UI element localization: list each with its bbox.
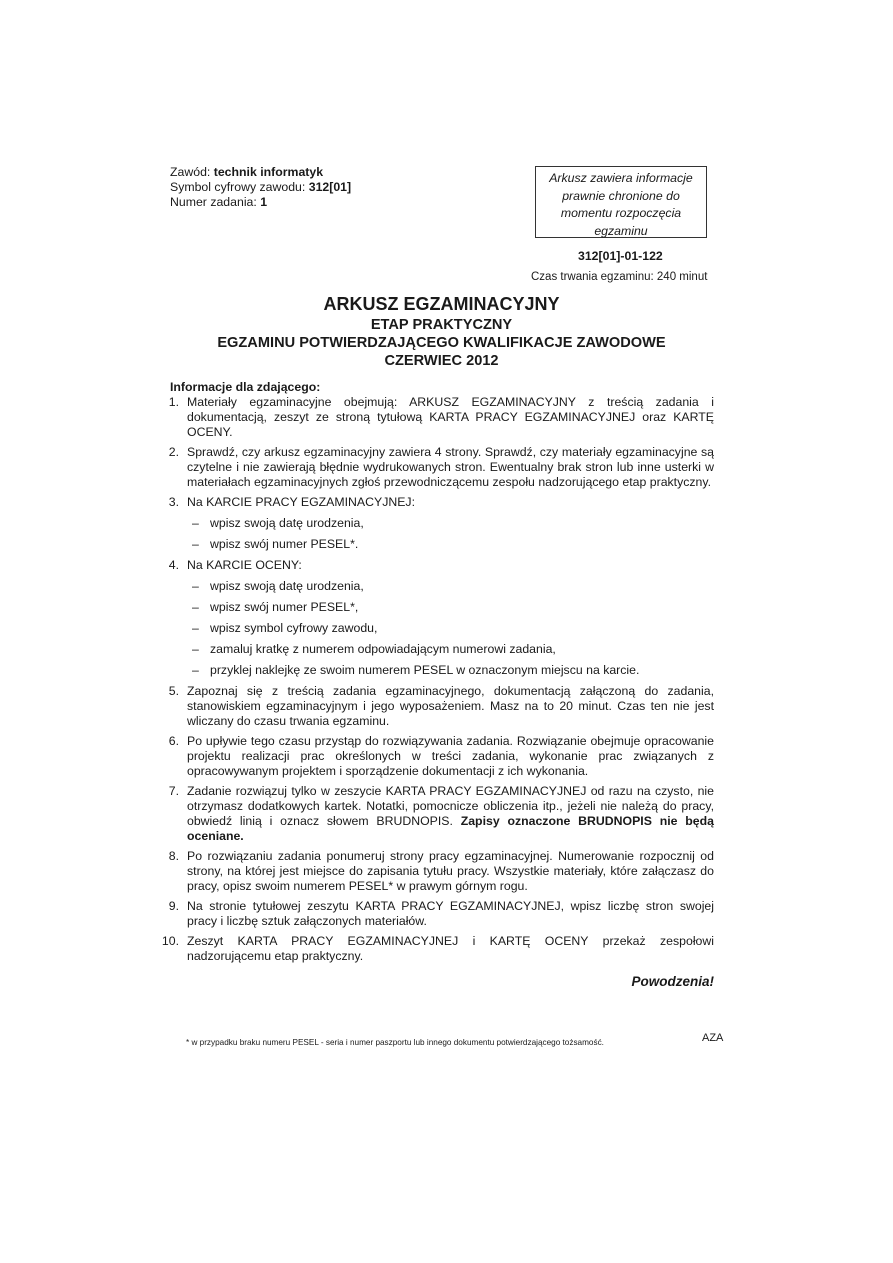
instruction-item bbox=[160, 495, 714, 510]
exam-duration: Czas trwania egzaminu: 240 minut bbox=[531, 271, 708, 283]
subtitle-stage: ETAP PRAKTYCZNY bbox=[370, 317, 513, 333]
item-text: Na KARCIE PRACY EGZAMINACYJNEJ: bbox=[187, 495, 415, 509]
item-number: 8. bbox=[168, 849, 179, 863]
sub-item bbox=[160, 516, 714, 531]
notice-line: momentu rozpoczęcia bbox=[560, 206, 682, 220]
item-number: 4. bbox=[168, 558, 179, 572]
instruction-item bbox=[160, 849, 714, 894]
instruction-item bbox=[160, 899, 714, 929]
item-text: Na stronie tytułowej zeszytu KARTA PRACY EGZAMINACYJNEJ, wpisz liczbę stron swojej pracy i liczbę sztuk załączonych materiałów. bbox=[187, 899, 714, 928]
sub-list bbox=[160, 516, 714, 552]
dash-bullet: – bbox=[192, 579, 199, 593]
notice-line: Arkusz zawiera informacje bbox=[549, 171, 693, 185]
dash-bullet: – bbox=[192, 537, 199, 551]
item-number: 9. bbox=[168, 899, 179, 913]
symbol-label: Symbol cyfrowy zawodu: bbox=[170, 180, 309, 194]
item-text: Po rozwiązaniu zadania ponumeruj strony pracy egzaminacyjnej. Numerowanie rozpocznij od strony, na której jest miejsce do zapisania tytułu pracy. Wszystkie materiały, które załączasz do pracy, opisz swoim numerem PESEL* w prawym górnym rogu. bbox=[187, 849, 714, 893]
profession-label: Zawód: bbox=[170, 165, 214, 179]
task-value: 1 bbox=[260, 195, 268, 209]
exam-meta bbox=[170, 165, 351, 210]
item-number: 3. bbox=[168, 495, 179, 509]
subtitle-exam: EGZAMINU POTWIERDZAJĄCEGO KWALIFIKACJE ZAWODOWE bbox=[217, 335, 666, 351]
notice-line: prawnie chronione do bbox=[562, 188, 680, 203]
dash-bullet: – bbox=[192, 663, 199, 677]
item-bold-text: Zapisy oznaczone BRUDNOPIS nie będą oceniane. bbox=[187, 814, 714, 843]
notice-line: egzaminu bbox=[594, 223, 648, 238]
sub-item bbox=[160, 579, 714, 594]
task-label: Numer zadania: bbox=[170, 195, 261, 209]
item-text: Sprawdź, czy arkusz egzaminacyjny zawiera 4 strony. Sprawdź, czy materiały egzaminacyjne są czytelne i nie zawierają błędnie wydrukowanych stron. Ewentualny brak stron lub inne usterki w materiałach egzaminacyjnych zgłoś przewodniczącemu zespołu nadzorującego etap praktyczny. bbox=[187, 445, 714, 489]
corner-mark: AZA bbox=[702, 1032, 724, 1044]
instruction-item bbox=[160, 784, 714, 844]
sub-item bbox=[160, 537, 714, 552]
item-number: 7. bbox=[168, 784, 179, 798]
sub-item-text: wpisz swoją datę urodzenia, bbox=[210, 579, 364, 593]
exam-code: 312[01]-01-122 bbox=[578, 249, 663, 263]
instruction-item bbox=[160, 684, 714, 729]
sub-item-text: wpisz swój numer PESEL*, bbox=[210, 600, 359, 614]
sub-item-text: zamaluj kratkę z numerem odpowiadającym numerowi zadania, bbox=[210, 642, 556, 656]
item-text: Zeszyt KARTA PRACY EGZAMINACYJNEJ i KARTĘ OCENY przekaż zespołowi nadzorującemu etap praktyczny. bbox=[187, 934, 714, 963]
confidentiality-notice bbox=[535, 166, 707, 238]
item-text: Po upływie tego czasu przystąp do rozwiązywania zadania. Rozwiązanie obejmuje opracowanie projektu realizacji prac określonych w treści zadania, wykonanie prac związanych z opracowywanym projektem i sporządzenie dokumentacji z ich wykonania. bbox=[187, 734, 714, 778]
item-number: 2. bbox=[168, 445, 179, 459]
instruction-item bbox=[160, 445, 714, 490]
profession-line bbox=[170, 165, 351, 180]
sub-item bbox=[160, 663, 714, 678]
sub-item bbox=[160, 600, 714, 615]
instruction-item bbox=[160, 934, 714, 964]
instruction-item bbox=[160, 558, 714, 573]
task-number-line bbox=[170, 195, 351, 210]
sub-list bbox=[160, 579, 714, 678]
dash-bullet: – bbox=[192, 642, 199, 656]
profession-value: technik informatyk bbox=[213, 165, 324, 179]
subtitle-date: CZERWIEC 2012 bbox=[384, 353, 499, 369]
dash-bullet: – bbox=[192, 600, 199, 614]
dash-bullet: – bbox=[192, 621, 199, 635]
main-title: ARKUSZ EGZAMINACYJNY bbox=[323, 294, 560, 314]
sub-item bbox=[160, 642, 714, 657]
info-heading: Informacje dla zdającego: bbox=[170, 380, 321, 394]
dash-bullet: – bbox=[192, 516, 199, 530]
sub-item bbox=[160, 621, 714, 636]
item-number: 1. bbox=[168, 395, 179, 409]
good-luck-text: Powodzenia! bbox=[631, 974, 714, 989]
item-text: Materiały egzaminacyjne obejmują: ARKUSZ EGZAMINACYJNY z treścią zadania i dokumentacją, zeszyt ze stroną tytułową KARTA PRACY EGZAMINACYJNEJ oraz KARTĘ OCENY. bbox=[187, 395, 714, 439]
symbol-value: 312[01] bbox=[308, 180, 352, 194]
symbol-line bbox=[170, 180, 351, 195]
item-number: 10. bbox=[161, 934, 179, 948]
item-text: Zapoznaj się z treścią zadania egzaminacyjnego, dokumentacją załączoną do zadania, stanowiskiem egzaminacyjnym i jego wyposażeniem. Masz na to 20 minut. Czas ten nie jest wliczany do czasu trwania egzaminu. bbox=[187, 684, 714, 728]
item-text: Zadanie rozwiązuj tylko w zeszycie KARTA PRACY EGZAMINACYJNEJ od razu na czysto, nie otrzymasz dodatkowych kartek. Notatki, pomocnicze obliczenia itp., jeżeli nie należą do pracy, obwiedź linią i oznacz słowem BRUDNOPIS. bbox=[187, 784, 714, 828]
footnote: * w przypadku braku numeru PESEL - seria i numer paszportu lub innego dokumentu potwierdzającego tożsamość. bbox=[186, 1038, 604, 1047]
item-text: Na KARCIE OCENY: bbox=[187, 558, 302, 572]
instructions-list bbox=[160, 395, 714, 969]
item-number: 5. bbox=[168, 684, 179, 698]
sub-item-text: przyklej naklejkę ze swoim numerem PESEL w oznaczonym miejscu na karcie. bbox=[210, 663, 640, 677]
sub-item-text: wpisz symbol cyfrowy zawodu, bbox=[210, 621, 378, 635]
sub-item-text: wpisz swoją datę urodzenia, bbox=[210, 516, 364, 530]
instruction-item bbox=[160, 395, 714, 440]
instruction-item bbox=[160, 734, 714, 779]
item-number: 6. bbox=[168, 734, 179, 748]
sub-item-text: wpisz swój numer PESEL*. bbox=[210, 537, 359, 551]
